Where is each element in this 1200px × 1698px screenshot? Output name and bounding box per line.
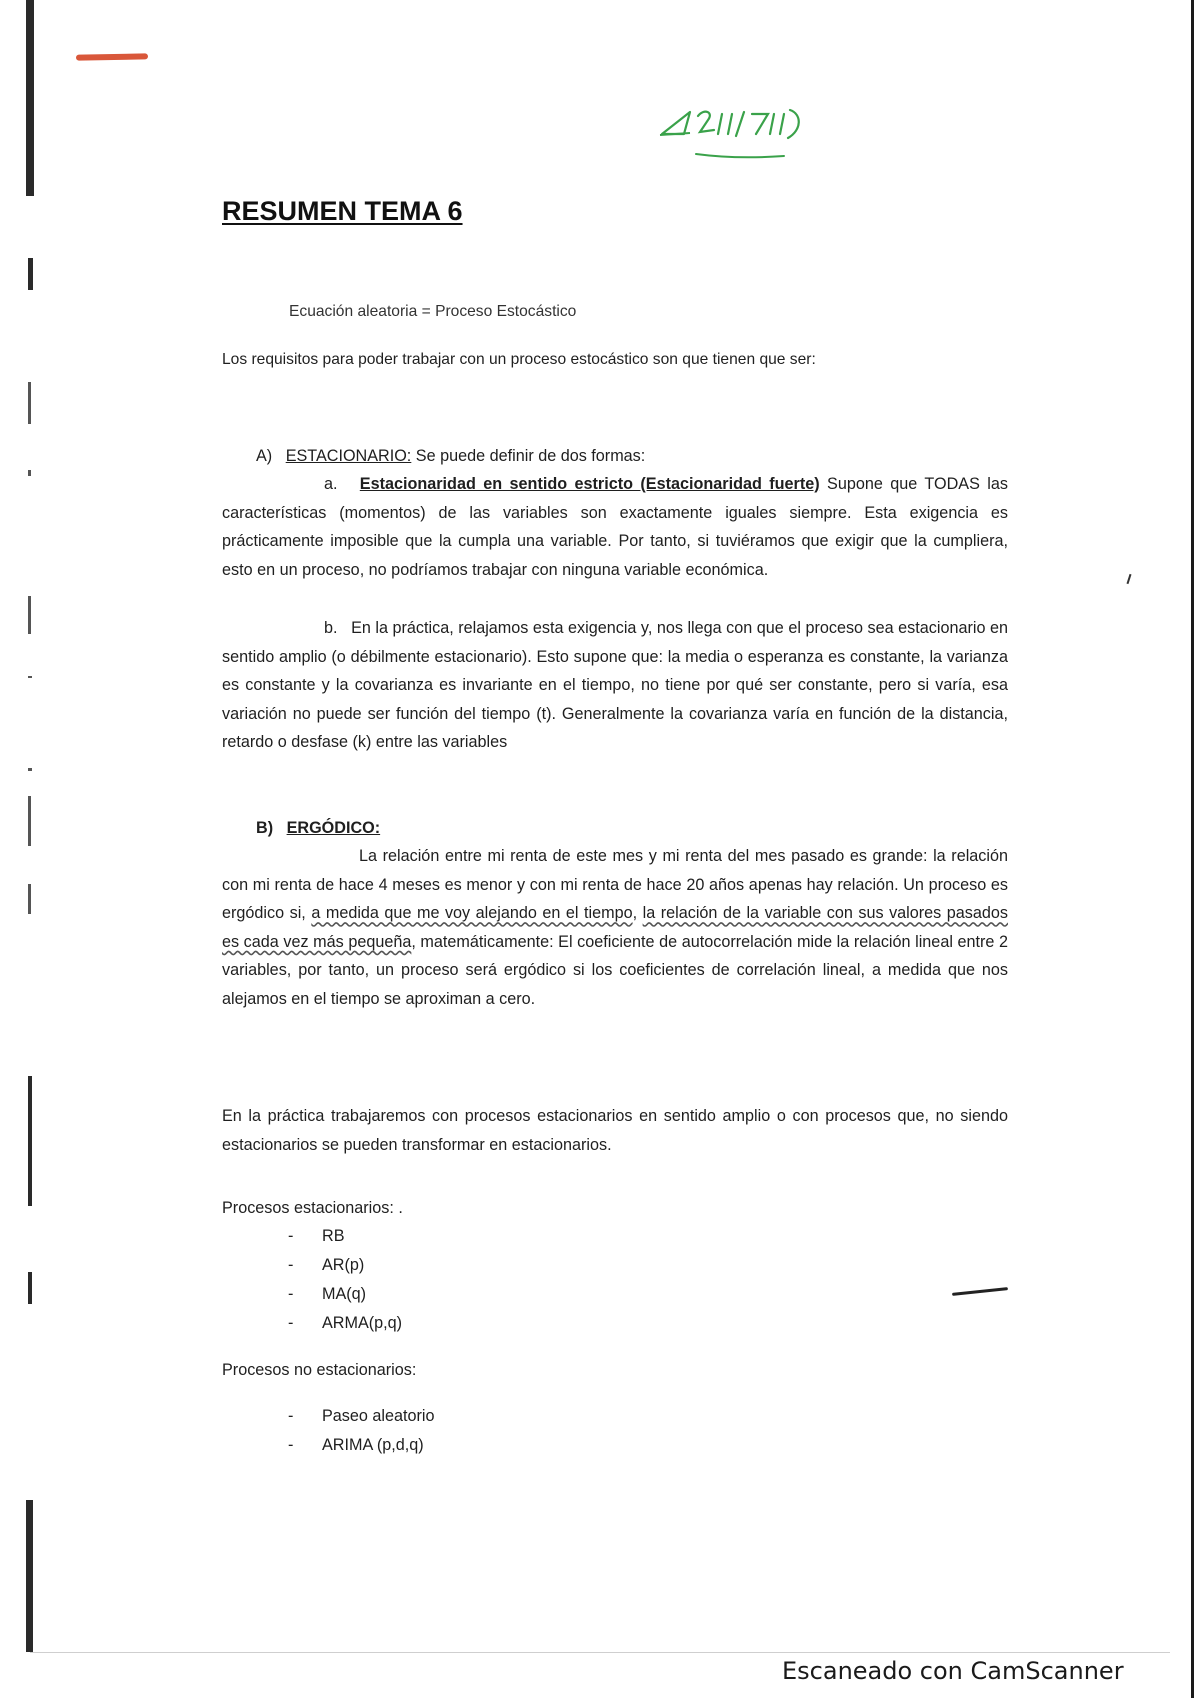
practice-paragraph: En la práctica trabajaremos con procesos estacionarios en sentido amplio o con procesos que, no siendo estacionarios se pueden transformar en estacionarios.: [222, 1107, 1008, 1154]
document-title: RESUMEN TEMA 6: [222, 196, 463, 226]
scan-edge-mark: [28, 1076, 32, 1206]
list-dash: -: [288, 1407, 294, 1425]
list-item-text: Paseo aleatorio: [322, 1407, 435, 1425]
scan-edge-mark: [28, 596, 31, 634]
scan-bottom-edge: [30, 1652, 1170, 1653]
scan-edge-mark: [28, 1272, 32, 1304]
list-item-text: ARMA(p,q): [322, 1314, 403, 1332]
section-b-label: B): [256, 819, 274, 837]
list-item: [288, 1280, 402, 1309]
list-dash: -: [288, 1436, 294, 1454]
item-a-text: Supone que TODAS las características (momentos) de las variables son exactamente iguales siempre. Esta exigencia es prácticamente imposible que la cumpla una variable. Por tanto, si tuviéramos que exigir que la cumpliera, esto en un proceso, no podríamos trabajar con ninguna variable económica.: [222, 475, 1008, 579]
pen-mark: [952, 1287, 1008, 1296]
list-item-text: AR(p): [322, 1256, 365, 1274]
section-a-heading: ESTACIONARIO:: [285, 447, 412, 465]
non-stationary-list: [288, 1402, 435, 1460]
scan-edge-mark: [28, 382, 31, 424]
item-b-label: b.: [324, 619, 338, 637]
stationary-label: Procesos estacionarios: .: [222, 1199, 403, 1217]
list-item: [288, 1309, 402, 1338]
list-item: [288, 1251, 402, 1280]
list-item-text: MA(q): [322, 1285, 367, 1303]
item-b-text: En la práctica, relajamos esta exigencia y, nos llega con que el proceso sea estacionario en sentido amplio (o débilmente estacionario). Esto supone que: la media o esperanza es constante, la varianza es constante y la covarianza es invariante en el tiempo, no tiene por qué ser constante, pero si varía, esa variación no puede ser función del tiempo (t). Generalmente la covarianza varía en función de la distancia, retardo o desfase (k) entre las variables: [222, 619, 1008, 752]
list-dash: -: [288, 1314, 294, 1332]
list-item: [288, 1222, 402, 1251]
scanner-watermark: Escaneado con CamScanner: [782, 1657, 1124, 1685]
section-b-heading: ERGÓDICO:: [286, 819, 381, 837]
scan-edge-mark: [26, 1500, 33, 1652]
pen-tick-mark: [1127, 574, 1132, 584]
section-a-lead: Se puede definir de dos formas:: [411, 447, 646, 465]
scan-edge-mark: [26, 0, 34, 196]
list-item: [288, 1402, 435, 1431]
section-a-item-b: [222, 614, 1008, 757]
section-b-paragraph: [222, 842, 1008, 1014]
scan-right-edge: [1191, 0, 1194, 1698]
intro-paragraph: Los requisitos para poder trabajar con un proceso estocástico son que tienen que ser:: [222, 351, 816, 368]
scan-edge-mark: [28, 768, 32, 771]
scan-edge-mark: [28, 884, 31, 914]
scan-edge-mark: [28, 258, 33, 290]
section-a-label: A): [256, 447, 273, 465]
non-stationary-label: Procesos no estacionarios:: [222, 1361, 417, 1379]
section-b-underlined-1: a medida que me voy alejando en el tiempo: [311, 904, 633, 923]
section-b-text-3: , matemáticamente: El coeficiente de autocorrelación mide la relación lineal entre 2 variables, por tanto, un proceso será ergódico si los coeficientes de correlación lineal, a medida que nos alejamos en el tiempo se aproximan a cero.: [222, 932, 1008, 1008]
section-b-text-1: La relación entre mi renta de este mes y mi renta del mes pasado es grande: la relación con mi renta de hace 4 meses es menor y con mi renta de hace 20 años apenas hay relación. Un proceso es ergódico si,: [222, 847, 1008, 923]
section-a-item-a: [222, 470, 1008, 584]
stationary-list: [288, 1222, 402, 1338]
section-b-text-2: ,: [632, 904, 643, 923]
scan-edge-mark: [28, 470, 31, 476]
equation-line: Ecuación aleatoria = Proceso Estocástico: [289, 303, 577, 320]
scan-edge-mark: [28, 676, 32, 678]
scan-edge-mark: [28, 796, 31, 846]
item-a-heading: Estacionaridad en sentido estricto (Estacionaridad fuerte): [359, 475, 820, 493]
list-dash: -: [288, 1285, 294, 1303]
list-item-text: ARIMA (p,d,q): [322, 1436, 424, 1454]
item-a-label: a.: [324, 475, 338, 493]
section-b-underlined-2: la relación de la variable con sus valores pasados es cada vez más pequeña: [222, 904, 1008, 951]
list-dash: -: [288, 1256, 294, 1274]
list-item: [288, 1431, 435, 1460]
section-b-heading-line: [256, 814, 1042, 843]
list-dash: -: [288, 1227, 294, 1245]
list-item-text: RB: [322, 1227, 345, 1245]
red-pen-mark: [76, 53, 148, 60]
section-a-heading-line: [256, 442, 1042, 471]
handwritten-signature: [656, 104, 826, 174]
